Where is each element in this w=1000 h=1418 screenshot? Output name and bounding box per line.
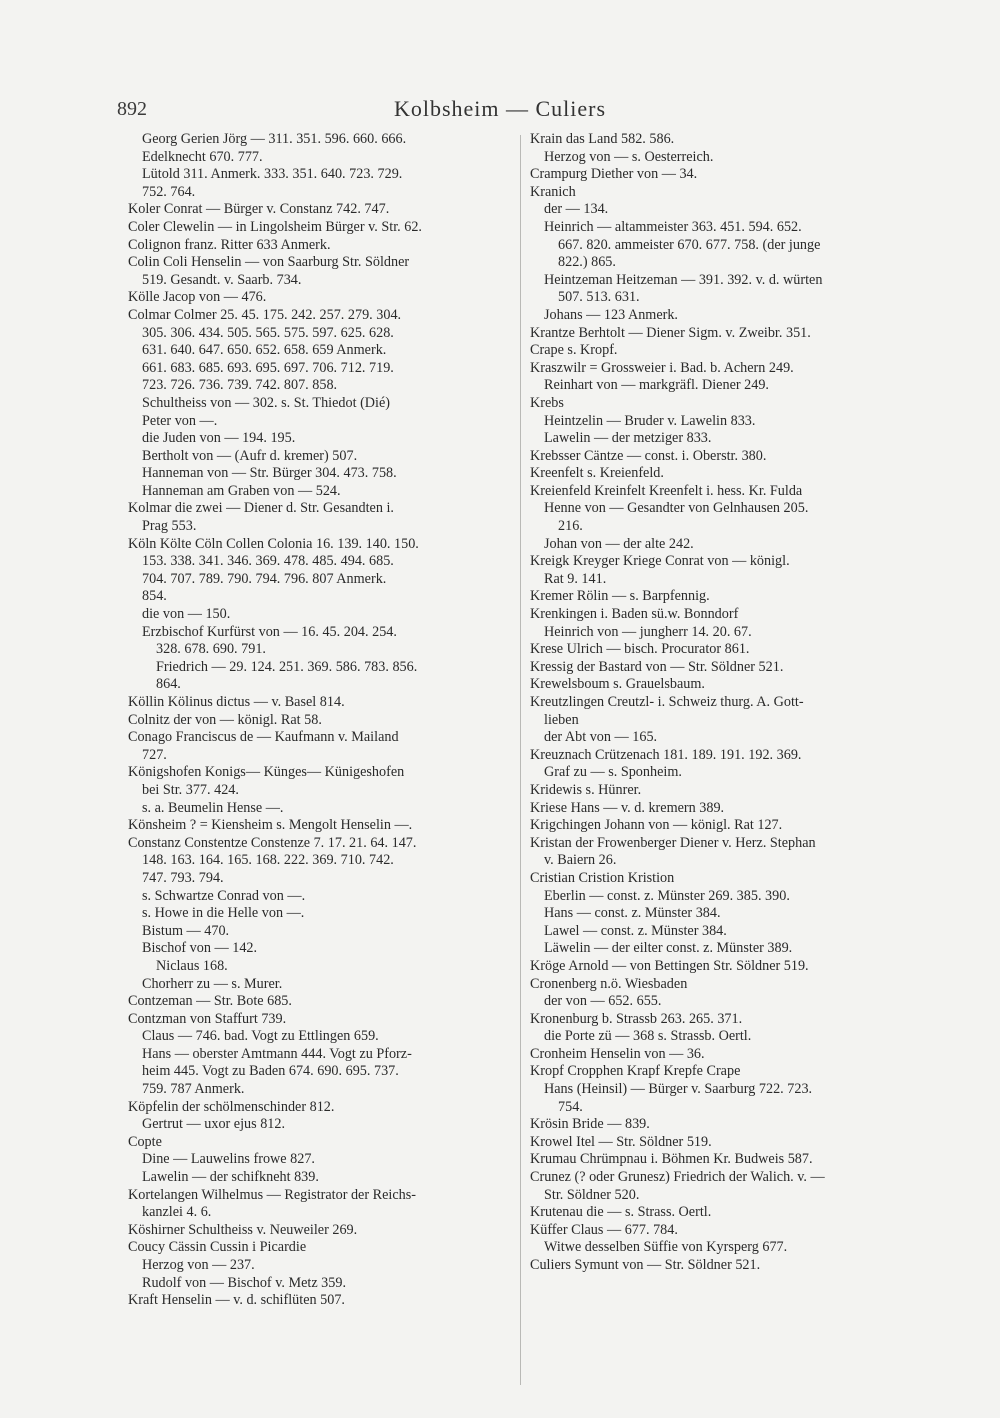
column-divider — [520, 135, 521, 1385]
index-entry-line: Krewelsboum s. Grauelsbaum. — [530, 676, 705, 693]
index-entry-line: Crampurg Diether von — 34. — [530, 166, 698, 183]
index-entry-line: Herzog von — s. Oesterreich. — [544, 148, 714, 165]
index-entry-line: der Abt von — 165. — [544, 729, 658, 746]
index-entry-line: Köllin Kölinus dictus — v. Basel 814. — [128, 694, 345, 710]
index-entry-line: Koler Conrat — Bürger v. Constanz 742. 747. — [128, 201, 390, 218]
index-entry-line: Eberlin — const. z. Münster 269. 385. 390. — [544, 887, 790, 904]
index-entry-line: Königshofen Konigs— Künges— Künigeshofen — [128, 764, 405, 781]
index-entry-line: Hans — oberster Amtmann 444. Vogt zu Pforz- — [142, 1045, 412, 1062]
index-entry-line: Gertrut — uxor ejus 812. — [142, 1116, 286, 1133]
index-entry-line: Kranich — [530, 183, 576, 200]
index-entry-line: Heintzeman Heitzeman — 391. 392. v. d. würten — [544, 271, 823, 288]
index-entry-line: Kraszwilr = Grossweier i. Bad. b. Achern 249. — [530, 359, 794, 376]
left-index-column — [128, 131, 510, 1310]
index-entry-line: der von — 652. 655. — [544, 993, 662, 1010]
index-entry-line: 153. 338. 341. 346. 369. 478. 485. 494. 685. — [142, 553, 394, 570]
index-entry-line: Krigchingen Johann von — königl. Rat 127. — [530, 817, 783, 834]
index-entry-line: 328. 678. 690. 791. — [156, 641, 266, 658]
index-entry-line: Colignon franz. Ritter 633 Anmerk. — [128, 236, 331, 253]
index-entry-line: Kröge Arnold — von Bettingen Str. Söldner 519. — [530, 957, 809, 974]
index-entry-line: Witwe desselben Süffie von Kyrsperg 677. — [544, 1239, 788, 1256]
index-entry-line: 216. — [558, 518, 583, 535]
index-entry-line: Contzman von Staffurt 739. — [128, 1010, 287, 1027]
index-entry-line: die von — 150. — [142, 606, 231, 623]
index-entry-line: Edelknecht 670. 777. — [142, 148, 263, 165]
index-entry-line: Colmar Colmer 25. 45. 175. 242. 257. 279. 304. — [128, 306, 402, 323]
index-entry-line: Lawelin — der metziger 833. — [544, 430, 712, 447]
index-entry-line: Krebs — [530, 394, 564, 411]
index-entry-line: Köshirner Schultheiss v. Neuweiler 269. — [128, 1221, 358, 1238]
index-entry-line: Rudolf von — Bischof v. Metz 359. — [142, 1274, 346, 1291]
index-entry-line: Krain das Land 582. 586. — [530, 131, 675, 147]
index-entry-line: 148. 163. 164. 165. 168. 222. 369. 710. 742. — [142, 852, 394, 869]
page-number: 892 — [117, 98, 147, 120]
index-entry-line: Prag 553. — [142, 518, 197, 535]
index-entry-line: 759. 787 Anmerk. — [142, 1081, 245, 1098]
index-entry-line: Coucy Cässin Cussin i Picardie — [128, 1239, 307, 1256]
index-entry-line: Krantze Berhtolt — Diener Sigm. v. Zweibr. 351. — [530, 324, 811, 341]
index-entry-line: lieben — [544, 711, 579, 728]
index-entry-line: Str. Söldner 520. — [544, 1186, 640, 1203]
index-entry-line: Kraft Henselin — v. d. schiflüten 507. — [128, 1292, 345, 1309]
index-entry-line: Kortelangen Wilhelmus — Registrator der Reichs- — [128, 1186, 416, 1203]
index-entry-line: Krese Ulrich — bisch. Procurator 861. — [530, 641, 750, 658]
index-entry-line: Lütold 311. Anmerk. 333. 351. 640. 723. 729. — [142, 166, 403, 183]
index-entry-line: v. Baiern 26. — [544, 852, 617, 869]
index-entry-line: Heinrich — altammeister 363. 451. 594. 652. — [544, 218, 802, 235]
index-entry-line: Claus — 746. bad. Vogt zu Ettlingen 659. — [142, 1028, 379, 1045]
index-entry-line: Culiers Symunt von — Str. Söldner 521. — [530, 1257, 761, 1273]
index-entry-line: Bertholt von — (Aufr d. kremer) 507. — [142, 447, 358, 464]
index-entry-line: Köln Költe Cöln Collen Colonia 16. 139. 140. 150. — [128, 535, 419, 552]
index-entry-line: Cronheim Henselin von — 36. — [530, 1045, 705, 1062]
index-entry-line: Georg Gerien Jörg — 311. 351. 596. 660. 666. — [142, 131, 407, 147]
index-entry-line: 854. — [142, 588, 167, 605]
index-entry-line: bei Str. 377. 424. — [142, 781, 239, 798]
index-entry-line: Kressig der Bastard von — Str. Söldner 521. — [530, 658, 784, 675]
index-entry-line: Krumau Chrümpnau i. Böhmen Kr. Budweis 587. — [530, 1151, 813, 1168]
index-entry-line: Kreienfeld Kreinfelt Kreenfelt i. hess. Kr. Fulda — [530, 482, 803, 499]
index-entry-line: Kridewis s. Hünrer. — [530, 781, 642, 798]
index-entry-line: Kreutzlingen Creutzl- i. Schweiz thurg. A. Gott- — [530, 694, 804, 710]
index-entry-line: Krösin Bride — 839. — [530, 1116, 650, 1133]
index-entry-line: Colnitz der von — königl. Rat 58. — [128, 711, 322, 728]
index-entry-line: Johan von — der alte 242. — [544, 535, 694, 552]
index-entry-line: Krutenau die — s. Strass. Oertl. — [530, 1204, 712, 1221]
index-entry-line: Hans (Heinsil) — Bürger v. Saarburg 722. 723. — [544, 1081, 813, 1098]
index-entry-line: Graf zu — s. Sponheim. — [544, 764, 682, 781]
index-entry-line: Rat 9. 141. — [544, 570, 607, 587]
index-entry-line: Krowel Itel — Str. Söldner 519. — [530, 1133, 712, 1150]
index-entry-line: 727. — [142, 746, 167, 763]
index-entry-line: Chorherr zu — s. Murer. — [142, 975, 283, 992]
index-entry-line: kanzlei 4. 6. — [142, 1204, 212, 1221]
index-entry-line: Herzog von — 237. — [142, 1257, 255, 1273]
index-entry-line: Kölle Jacop von — 476. — [128, 289, 267, 306]
running-title: Kolbsheim — Culiers — [393, 96, 607, 121]
index-entry-line: Dine — Lauwelins frowe 827. — [142, 1151, 315, 1168]
index-entry-line: Coler Clewelin — in Lingolsheim Bürger v. Str. 62. — [128, 218, 422, 235]
index-entry-line: Hanneman am Graben von — 524. — [142, 482, 341, 499]
index-entry-line: Cristian Cristion Kristion — [530, 869, 675, 886]
index-entry-line: 667. 820. ammeister 670. 677. 758. (der junge — [558, 236, 821, 253]
index-entry-line: heim 445. Vogt zu Baden 674. 690. 695. 737. — [142, 1063, 399, 1080]
index-entry-line: Friedrich — 29. 124. 251. 369. 586. 783. 856. — [156, 658, 418, 675]
index-entry-line: Henne von — Gesandter von Gelnhausen 205. — [544, 500, 809, 517]
index-entry-line: Kremer Rölin — s. Barpfennig. — [530, 588, 710, 605]
index-entry-line: 631. 640. 647. 650. 652. 658. 659 Anmerk. — [142, 342, 387, 359]
index-entry-line: 752. 764. — [142, 183, 196, 200]
index-entry-line: Küffer Claus — 677. 784. — [530, 1221, 678, 1238]
index-entry-line: Peter von —. — [142, 412, 218, 429]
index-entry-line: Hanneman von — Str. Bürger 304. 473. 758. — [142, 465, 397, 482]
index-entry-line: der — 134. — [544, 201, 609, 218]
index-entry-line: 704. 707. 789. 790. 794. 796. 807 Anmerk. — [142, 570, 387, 587]
index-entry-line: Conago Franciscus de — Kaufmann v. Mailand — [128, 729, 399, 746]
index-entry-line: Constanz Constentze Constenze 7. 17. 21. 64. 147. — [128, 834, 417, 851]
index-entry-line: Krenkingen i. Baden sü.w. Bonndorf — [530, 606, 739, 623]
index-entry-line: 747. 793. 794. — [142, 869, 224, 886]
index-entry-line: 661. 683. 685. 693. 695. 697. 706. 712. 719. — [142, 359, 394, 376]
index-entry-line: Bischof von — 142. — [142, 940, 258, 957]
index-entry-line: 754. — [558, 1098, 583, 1115]
index-entry-line: s. Schwartze Conrad von —. — [142, 887, 306, 904]
index-entry-line: Heinrich von — jungherr 14. 20. 67. — [544, 623, 752, 640]
index-entry-line: Läwelin — der eilter const. z. Münster 389. — [544, 940, 793, 957]
index-entry-line: Kreenfelt s. Kreienfeld. — [530, 465, 664, 482]
index-entry-line: Bistum — 470. — [142, 922, 230, 939]
index-entry-line: Colin Coli Henselin — von Saarburg Str. Söldner — [128, 254, 410, 271]
index-entry-line: Kreuznach Crützenach 181. 189. 191. 192. 369. — [530, 746, 802, 763]
index-entry-line: Kolmar die zwei — Diener d. Str. Gesandten i. — [128, 500, 394, 517]
index-entry-line: Lawelin — der schifkneht 839. — [142, 1169, 319, 1186]
index-entry-line: Copte — [128, 1133, 162, 1150]
index-entry-line: 864. — [156, 676, 181, 693]
index-entry-line: Kronenburg b. Strassb 263. 265. 371. — [530, 1010, 743, 1027]
index-entry-line: s. a. Beumelin Hense —. — [142, 799, 284, 816]
index-entry-line: Johans — 123 Anmerk. — [544, 306, 678, 323]
index-entry-line: die Porte zü — 368 s. Strassb. Oertl. — [544, 1028, 752, 1045]
index-entry-line: Niclaus 168. — [156, 957, 228, 974]
index-entry-line: s. Howe in die Helle von —. — [142, 905, 305, 922]
index-entry-line: Hans — const. z. Münster 384. — [544, 905, 721, 922]
index-entry-line: 507. 513. 631. — [558, 289, 640, 306]
index-entry-line: 519. Gesandt. v. Saarb. 734. — [142, 271, 302, 288]
index-entry-line: Kristan der Frowenberger Diener v. Herz. Stephan — [530, 834, 816, 851]
index-entry-line: Krebsser Cäntze — const. i. Oberstr. 380. — [530, 447, 767, 464]
index-entry-line: 723. 726. 736. 739. 742. 807. 858. — [142, 377, 338, 394]
index-entry-line: 822.) 865. — [558, 254, 616, 271]
index-entry-line: Kriese Hans — v. d. kremern 389. — [530, 799, 725, 816]
index-entry-line: Crunez (? oder Grunesz) Friedrich der Walich. v. — — [530, 1169, 825, 1186]
index-entry-line: Lawel — const. z. Münster 384. — [544, 922, 727, 939]
index-entry-line: Crape s. Kropf. — [530, 342, 618, 359]
index-entry-line: Könsheim ? = Kiensheim s. Mengolt Henselin —. — [128, 817, 413, 834]
index-entry-line: Heintzelin — Bruder v. Lawelin 833. — [544, 412, 756, 429]
index-entry-line: Kropf Cropphen Krapf Krepfe Crape — [530, 1063, 741, 1080]
index-entry-line: Cronenberg n.ö. Wiesbaden — [530, 975, 688, 992]
index-entry-line: Schultheiss von — 302. s. St. Thiedot (Dié) — [142, 394, 391, 411]
index-entry-line: Erzbischof Kurfürst von — 16. 45. 204. 254. — [142, 623, 397, 640]
right-index-column — [530, 131, 920, 1275]
index-entry-line: 305. 306. 434. 505. 565. 575. 597. 625. 628. — [142, 324, 394, 341]
index-entry-line: Köpfelin der schölmenschinder 812. — [128, 1098, 335, 1115]
index-entry-line: Reinhart von — markgräfl. Diener 249. — [544, 377, 769, 394]
index-entry-line: die Juden von — 194. 195. — [142, 430, 296, 447]
index-entry-line: Kreigk Kreyger Kriege Conrat von — königl. — [530, 553, 790, 570]
index-entry-line: Contzeman — Str. Bote 685. — [128, 993, 292, 1010]
